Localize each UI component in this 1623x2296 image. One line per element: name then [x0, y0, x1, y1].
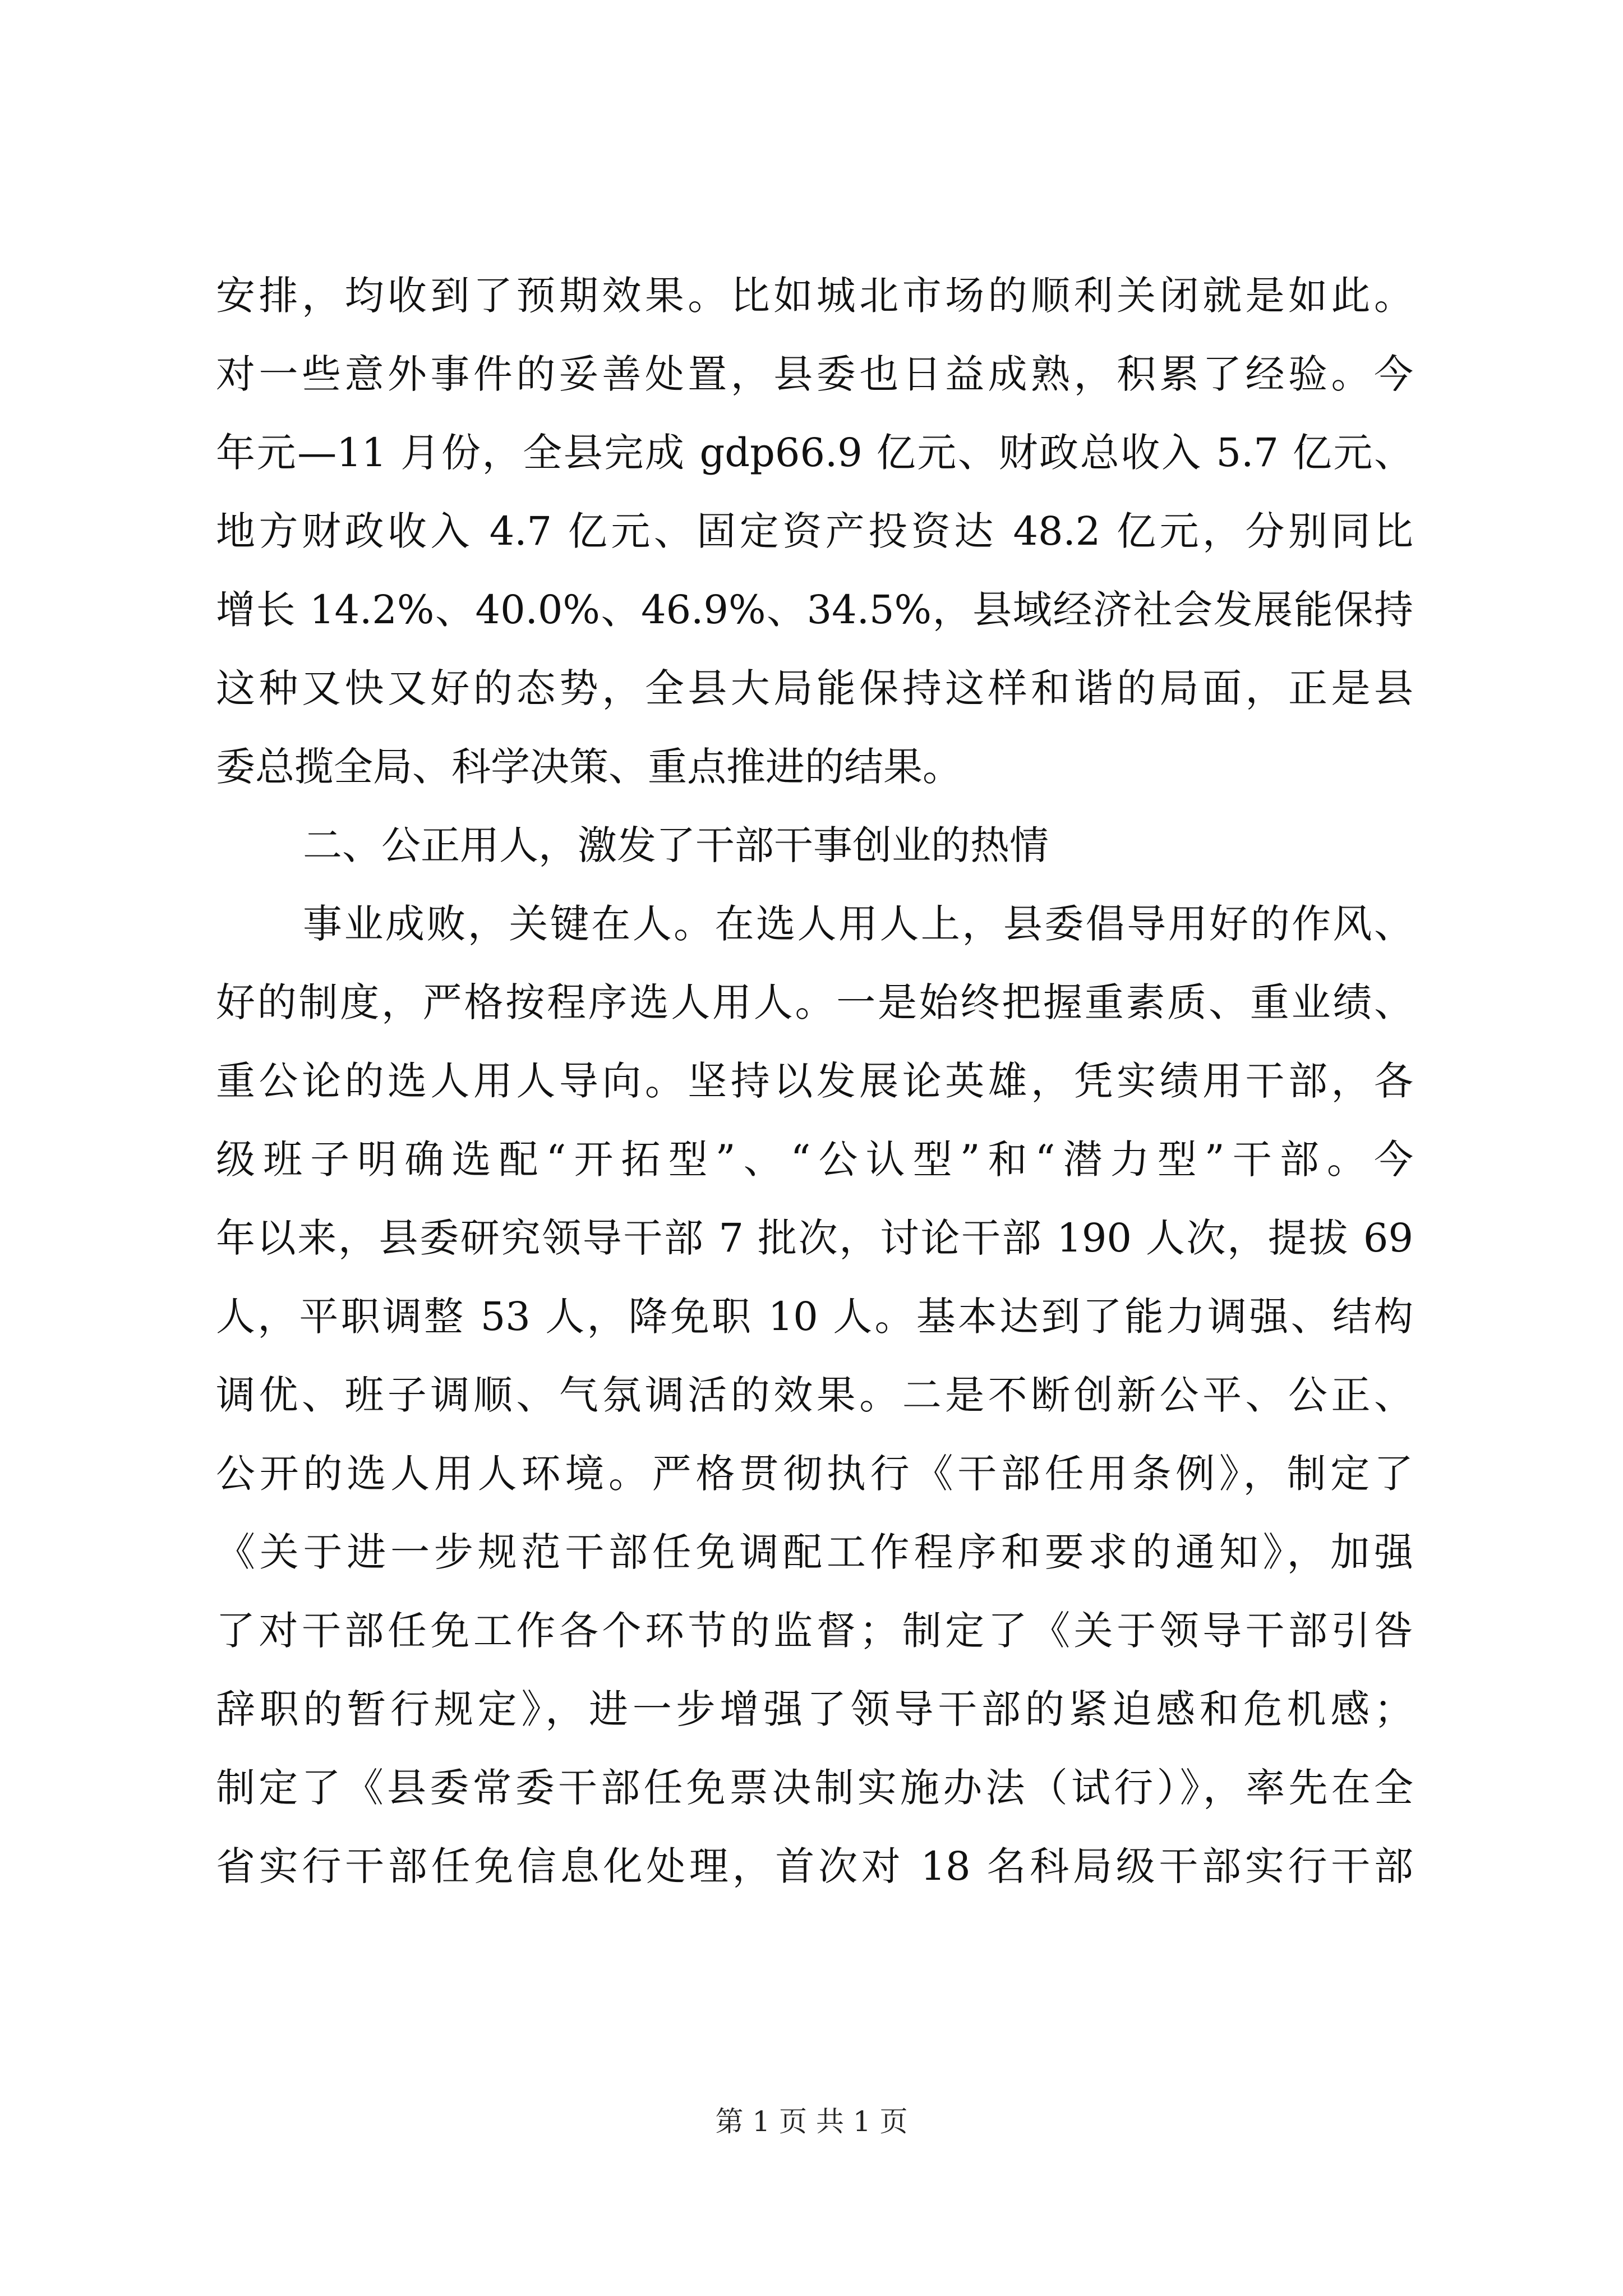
text-line: 公开的选人用人环境。严格贯彻执行《干部任用条例》，制定了	[216, 1451, 1413, 1497]
text-line: 这种又快又好的态势，全县大局能保持这样和谐的局面，正是县	[216, 665, 1413, 711]
text-line: 了对干部任免工作各个环节的监督；制定了《关于领导干部引咎	[216, 1608, 1413, 1654]
text-line: 级班子明确选配“开拓型”、“公认型”和“潜力型”干部。今	[216, 1137, 1413, 1182]
text-line: 委总揽全局、科学决策、重点推进的结果。	[216, 744, 962, 790]
text-line: 制定了《县委常委干部任免票决制实施办法（试行）》，率先在全	[216, 1765, 1413, 1811]
text-line: 增长 14.2%、40.0%、46.9%、34.5%，县域经济社会发展能保持	[216, 587, 1413, 633]
text-line: 好的制度，严格按程序选人用人。一是始终把握重素质、重业绩、	[216, 979, 1413, 1025]
text-line: 人，平职调整 53 人，降免职 10 人。基本达到了能力调强、结构	[216, 1294, 1413, 1340]
text-line: 年元—11 月份，全县完成 gdp66.9 亿元、财政总收入 5.7 亿元、	[216, 430, 1413, 476]
text-line: 对一些意外事件的妥善处置，县委也日益成熟，积累了经验。今	[216, 351, 1413, 397]
text-line: 年以来，县委研究领导干部 7 批次，讨论干部 190 人次，提拔 69	[216, 1215, 1413, 1261]
text-line: 安排，均收到了预期效果。比如城北市场的顺利关闭就是如此。	[216, 273, 1413, 319]
text-line: 《关于进一步规范干部任免调配工作程序和要求的通知》，加强	[216, 1529, 1413, 1575]
text-line: 重公论的选人用人导向。坚持以发展论英雄，凭实绩用干部，各	[216, 1058, 1413, 1104]
text-line: 调优、班子调顺、气氛调活的效果。二是不断创新公平、公正、	[216, 1372, 1413, 1418]
page-number-footer: 第 1 页 共 1 页	[715, 2105, 908, 2138]
text-line: 地方财政收入 4.7 亿元、固定资产投资达 48.2 亿元，分别同比	[216, 508, 1413, 554]
section-heading: 二、公正用人，激发了干部干事创业的热情	[303, 822, 1049, 868]
text-line: 事业成败，关键在人。在选人用人上，县委倡导用好的作风、	[303, 901, 1413, 947]
text-line: 辞职的暂行规定》，进一步增强了领导干部的紧迫感和危机感；	[216, 1686, 1413, 1732]
text-line: 省实行干部任免信息化处理，首次对 18 名科局级干部实行干部	[216, 1843, 1413, 1889]
